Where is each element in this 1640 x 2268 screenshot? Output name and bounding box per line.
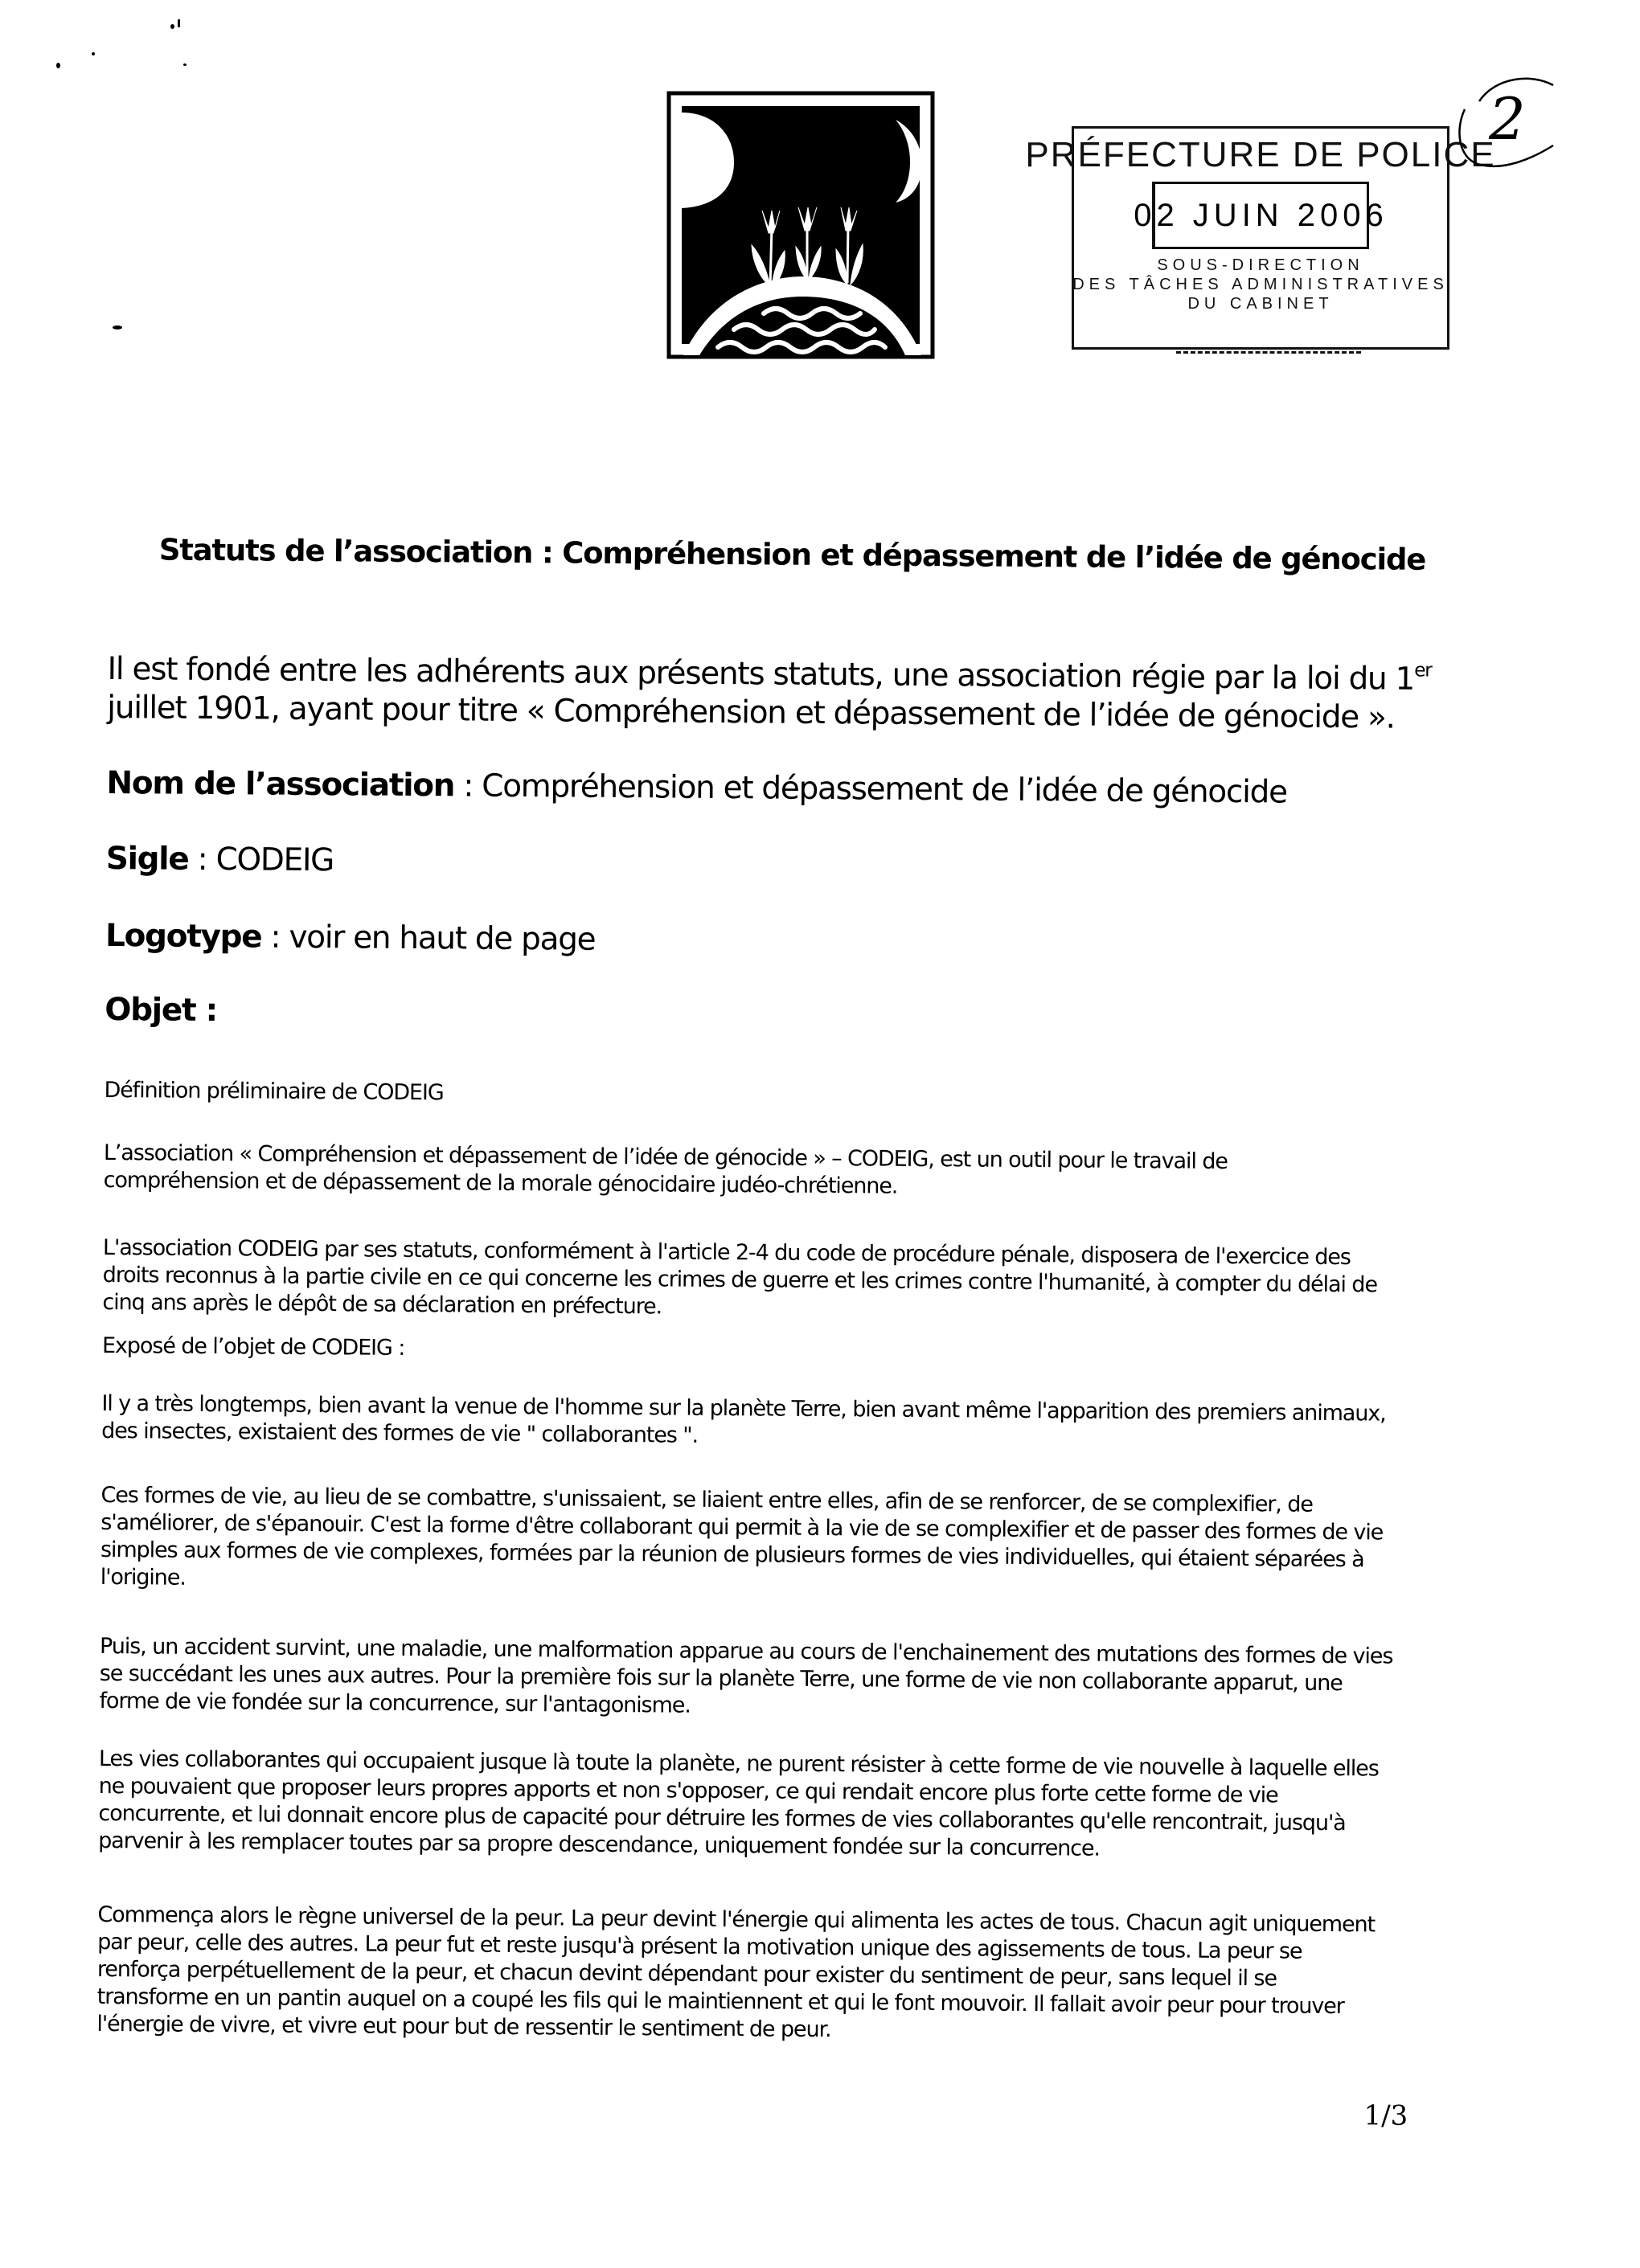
paragraph-line: Commença alors le règne universel de la peur. La peur devint l'énergie qui alimenta les actes de tous. Chacun agit uniquement bbox=[97, 1902, 1375, 1938]
stamp-date: 02 JUIN 2006 bbox=[1134, 197, 1388, 234]
document-title: Statuts de l’association : Compréhension et dépassement de l’idée de génocide bbox=[159, 532, 1426, 577]
field-sigle bbox=[106, 841, 334, 879]
paragraph bbox=[4, 0, 1640, 12]
field-label: Logotype bbox=[105, 918, 262, 956]
paragraph-line: s'améliorer, de s'épanouir. C'est la forme d'être collaborant qui permit à la vie de se complexifier et de passer des formes de vie bbox=[100, 1509, 1383, 1546]
paragraph-line: l'origine. bbox=[100, 1564, 186, 1591]
paragraph-line: droits reconnus à la partie civile en ce qui concerne les crimes de guerre et les crimes contre l'humanité, à compter du délai de bbox=[103, 1262, 1377, 1298]
paragraph bbox=[4, 0, 1640, 12]
field-label: Objet : bbox=[105, 992, 217, 1029]
paragraph-line: forme de vie fondée sur la concurrence, sur l'antagonisme. bbox=[99, 1688, 690, 1719]
field-value: CODEIG bbox=[215, 841, 334, 878]
paragraph bbox=[4, 0, 1640, 12]
paragraph-line: des insectes, existaient des formes de vie " collaborantes ". bbox=[101, 1418, 698, 1449]
paragraph-line: par peur, celle des autres. La peur fut et reste jusqu'à présent la motivation unique des agissements de tous. La peur se bbox=[97, 1929, 1302, 1965]
field-label: Nom de l’association bbox=[106, 765, 454, 804]
field-label: Sigle bbox=[106, 841, 189, 878]
field-objet bbox=[105, 992, 217, 1030]
paragraph bbox=[4, 0, 1640, 12]
paragraph-line: L’association « Compréhension et dépassement de l’idée de génocide » – CODEIG, est un outil pour le travail de bbox=[104, 1140, 1228, 1175]
page-number: 1/3 bbox=[1363, 2099, 1408, 2131]
paragraph-line: simples aux formes de vie complexes, formées par la réunion de plusieurs formes de vies individuelles, qui étaient séparées à bbox=[100, 1537, 1364, 1573]
paragraph bbox=[4, 0, 1640, 12]
paragraph-line: Définition préliminaire de CODEIG bbox=[104, 1077, 443, 1106]
field-separator: : bbox=[261, 919, 289, 956]
stamp-line: DES TÂCHES ADMINISTRATIVES bbox=[1072, 275, 1449, 294]
paragraph-line: se succédant les unes aux autres. Pour la première fois sur la planète Terre, une forme de vie non collaborante apparut, une bbox=[100, 1660, 1343, 1697]
paragraph-line: concurrente, et lui donnait encore plus de capacité pour détruire les formes de vies collaborantes qu'elle rencontrait, jusqu'à bbox=[98, 1800, 1345, 1836]
paragraph-line: Les vies collaborantes qui occupaient jusque là toute la planète, ne purent résister à cette forme de vie nouvelle à laquelle elles bbox=[99, 1746, 1379, 1783]
paragraph bbox=[4, 0, 1640, 12]
stamp-line: DU CABINET bbox=[1187, 294, 1333, 313]
paragraph-line: Il y a très longtemps, bien avant la venue de l'homme sur la planète Terre, bien avant même l'apparition des premiers animaux, bbox=[101, 1390, 1385, 1427]
paragraph bbox=[4, 0, 1640, 12]
stamp-title: PRÉFECTURE DE POLICE bbox=[1025, 135, 1495, 175]
paragraph-line: renforça perpétuellement de la peur, et chacun devint dépendant pour exister du sentiment de peur, sans lequel il se bbox=[97, 1956, 1277, 1992]
paragraph-line: Puis, un accident survint, une maladie, une malformation apparue au cours de l'enchainement des mutations des formes de vies bbox=[100, 1633, 1393, 1670]
paragraph bbox=[4, 0, 1640, 12]
paragraph-line: ne pouvaient que proposer leurs propres apports et non s'opposer, ce qui rendait encore plus forte cette forme de vie bbox=[99, 1773, 1278, 1809]
intro-text: Il est fondé entre les adhérents aux présents statuts, une association régie par la loi du 1 bbox=[107, 651, 1414, 698]
intro-line: juillet 1901, ayant pour titre « Compréhension et dépassement de l’idée de génocide ». bbox=[107, 690, 1395, 737]
field-association-name bbox=[106, 765, 1287, 812]
stamp-line: SOUS-DIRECTION bbox=[1157, 256, 1363, 275]
paragraph bbox=[4, 0, 1640, 12]
paragraph-line: L'association CODEIG par ses statuts, conformément à l'article 2-4 du code de procédure pénale, disposera de l'exercice des bbox=[103, 1234, 1351, 1271]
paragraph-line: compréhension et de dépassement de la morale génocidaire judéo-chrétienne. bbox=[104, 1167, 898, 1200]
paragraph-line: Ces formes de vie, au lieu de se combattre, s'unissaient, se liaient entre elles, afin de se renforcer, de se complexifier, de bbox=[100, 1482, 1312, 1518]
paragraph-line: Exposé de l’objet de CODEIG : bbox=[102, 1333, 405, 1361]
paragraph-line: cinq ans après le dépôt de sa déclaration en préfecture. bbox=[102, 1289, 662, 1320]
page-mark-text: 2 bbox=[1489, 87, 1526, 151]
objet-paragraphs bbox=[4, 0, 1640, 12]
field-separator: : bbox=[454, 768, 482, 804]
field-separator: : bbox=[188, 841, 215, 878]
field-value: Compréhension et dépassement de l’idée de génocide bbox=[482, 768, 1287, 811]
paragraph-line: parvenir à les remplacer toutes par sa propre descendance, uniquement fondée sur la concurrence. bbox=[98, 1828, 1100, 1862]
paragraph-line: l'énergie de vivre, et vivre eut pour but de ressentir le sentiment de peur. bbox=[96, 2011, 830, 2043]
field-value: voir en haut de page bbox=[289, 919, 595, 958]
field-logotype bbox=[105, 918, 596, 959]
intro-superscript: er bbox=[1414, 658, 1432, 681]
paragraph-line: transforme en un pantin auquel on a coupé les fils qui le maintiennent et qui le font mouvoir. Il fallait avoir peur pour trouver bbox=[97, 1983, 1344, 2020]
